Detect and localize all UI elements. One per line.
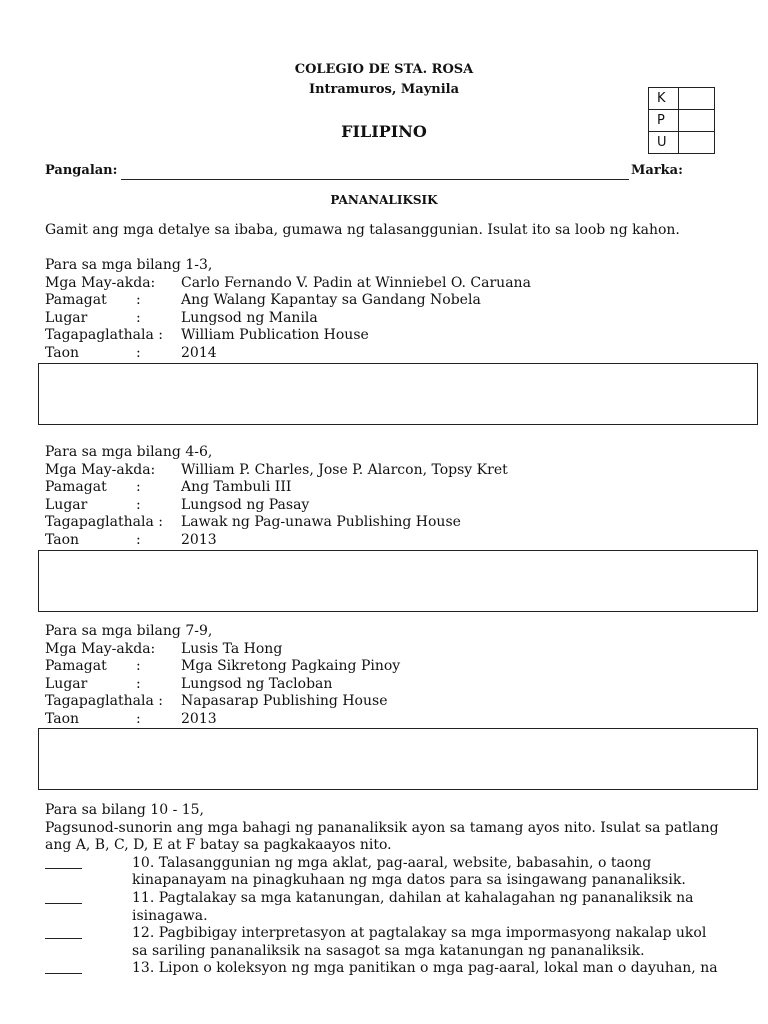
grade-box-cell [679, 110, 715, 132]
answer-box[interactable] [38, 550, 758, 612]
subject-title: FILIPINO [341, 122, 427, 141]
entry-value: Lungsod ng Pasay [181, 496, 310, 513]
entry-key: Tagapaglathala : [45, 514, 163, 531]
answer-blank[interactable] [45, 960, 82, 980]
section-title: PANANALIKSIK [330, 193, 438, 207]
entry-value: Lusis Ta Hong [181, 640, 283, 657]
entry-value: 2013 [181, 531, 217, 548]
ordering-item-text: 10. Talasanggunian ng mga aklat, pag-aaral, website, babasahin, o taong kinapanayam na pinagkuhaan ng mga datos para sa isingawang pananaliksik. [132, 854, 686, 889]
ordering-item-text: 13. Lipon o koleksyon ng mga panitikan o mga pag-aaral, lokal man o dayuhan, na [132, 960, 718, 977]
entry-key: Taon [45, 710, 80, 727]
entry-value: Mga Sikretong Pagkaing Pinoy [181, 658, 401, 675]
entry-heading: Para sa mga bilang 1-3, [45, 257, 213, 273]
answer-blank[interactable] [45, 925, 82, 945]
entry-key: Tagapaglathala : [45, 327, 163, 344]
entry-key: Lugar [45, 675, 88, 692]
entry-key: Taon [45, 344, 80, 361]
answer-blank[interactable] [45, 855, 82, 875]
entry-key: Lugar [45, 496, 88, 513]
entry-value: Ang Walang Kapantay sa Gandang Nobela [181, 292, 481, 309]
entry-colon: : [136, 479, 141, 496]
grade-box-cell [679, 132, 715, 154]
entry-key: Taon [45, 531, 80, 548]
entry-key: Mga May-akda: [45, 274, 156, 291]
entry-colon: : [136, 309, 141, 326]
entry-colon: : [136, 710, 141, 727]
ordering-item-text: 11. Pagtalakay sa mga katanungan, dahilan at kahalagahan ng pananaliksik na isinagawa. [132, 889, 694, 924]
entry-key: Pamagat [45, 658, 107, 675]
school-address: Intramuros, Maynila [308, 82, 460, 97]
school-name: COLEGIO DE STA. ROSA [294, 62, 474, 77]
entry-key: Pamagat [45, 479, 107, 496]
ordering-instruction: Pagsunod-sunorin ang mga bahagi ng pananaliksik ayon sa tamang ayos nito. Isulat sa patlang ang A, B, C, D, E at F batay sa pagkakaayos nito. [45, 819, 719, 854]
name-row [45, 163, 685, 183]
entry-colon: : [136, 292, 141, 309]
entry-key: Pamagat [45, 292, 107, 309]
ordering-item [45, 890, 725, 925]
answer-box[interactable] [38, 728, 758, 790]
answer-blank[interactable] [45, 890, 82, 910]
name-label: Pangalan: [45, 163, 118, 178]
grade-box-cell [679, 88, 715, 110]
entry-colon: : [136, 344, 141, 361]
entry-value: Lawak ng Pag-unawa Publishing House [181, 514, 461, 531]
entry-value: Lungsod ng Manila [181, 309, 318, 326]
entry-value: 2013 [181, 710, 217, 727]
instruction-text: Gamit ang mga detalye sa ibaba, gumawa ng talasanggunian. Isulat ito sa loob ng kahon. [45, 222, 680, 238]
entry-key: Lugar [45, 309, 88, 326]
ordering-item [45, 855, 725, 890]
entry-key: Mga May-akda: [45, 461, 156, 478]
entry-value: Lungsod ng Tacloban [181, 675, 333, 692]
entry-value: Ang Tambuli III [181, 479, 292, 496]
ordering-item-text: 12. Pagbibigay interpretasyon at pagtalakay sa mga impormasyong nakalap ukol sa sariling pananaliksik na sasagot sa mga katanungan ng pananaliksik. [132, 925, 707, 959]
grade-box-label: P [649, 110, 679, 132]
name-blank-line [121, 179, 629, 180]
entry-colon: : [136, 496, 141, 513]
entry-heading: Para sa mga bilang 4-6, [45, 444, 213, 460]
ordering-section [45, 802, 725, 978]
ordering-heading: Para sa bilang 10 - 15, [45, 802, 205, 818]
entry-colon: : [136, 675, 141, 692]
grade-box-label: U [649, 132, 679, 154]
grade-box-label: K [649, 88, 679, 110]
entry-key: Tagapaglathala : [45, 693, 163, 710]
entry-value: William Publication House [181, 327, 369, 344]
entry-key: Mga May-akda: [45, 640, 156, 657]
entry-value: 2014 [181, 344, 217, 361]
score-label: Marka: [631, 163, 683, 178]
ordering-item [45, 960, 725, 978]
entry-value: Napasarap Publishing House [181, 693, 388, 710]
grade-box [648, 87, 715, 154]
entry-colon: : [136, 658, 141, 675]
entry-value: William P. Charles, Jose P. Alarcon, Topsy Kret [181, 461, 508, 478]
entry-value: Carlo Fernando V. Padin at Winniebel O. Caruana [181, 274, 531, 291]
answer-box[interactable] [38, 363, 758, 425]
entry-heading: Para sa mga bilang 7-9, [45, 623, 213, 639]
entry-colon: : [136, 531, 141, 548]
ordering-item [45, 925, 725, 960]
